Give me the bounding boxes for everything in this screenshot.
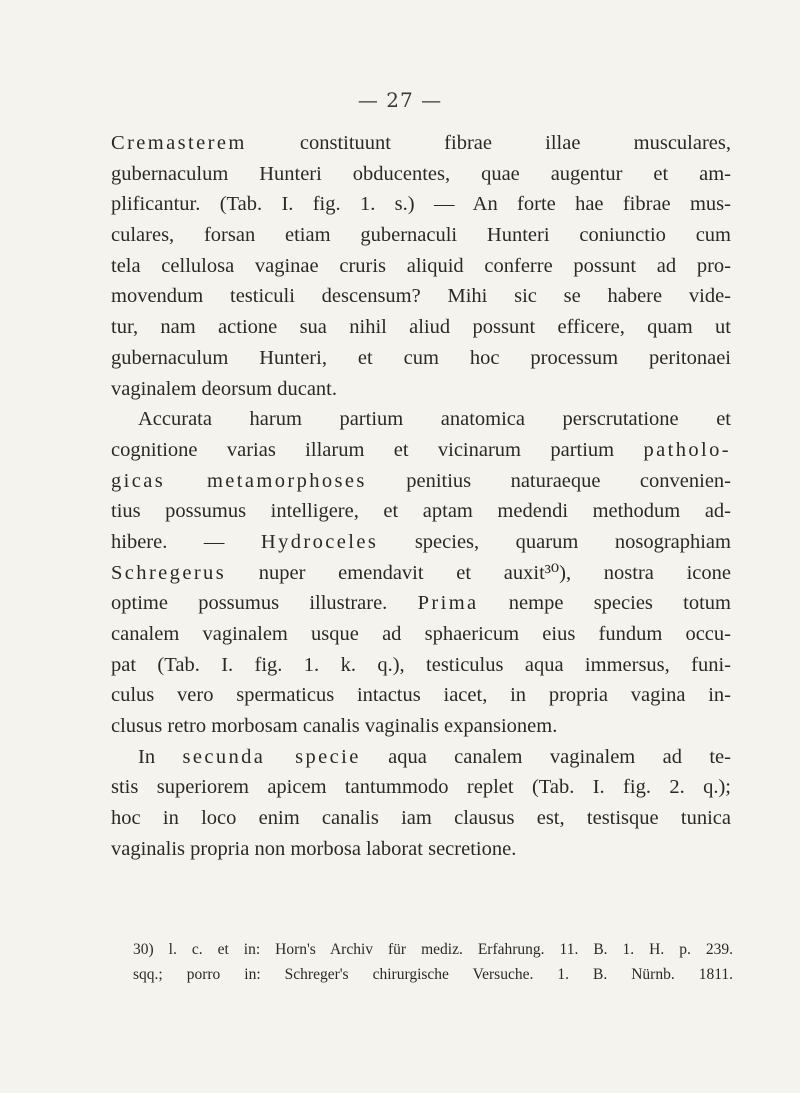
- text-run: aqua canalem vaginalem ad te-: [360, 745, 731, 768]
- text-line: [111, 496, 731, 527]
- text-run: plificantur. (Tab. I. fig. 1. s.) — An forte hae fibrae mus-: [111, 193, 731, 216]
- text-line: [111, 619, 731, 650]
- text-run: species, quarum nosographiam: [378, 530, 731, 553]
- text-line: [111, 251, 731, 282]
- text-line: [111, 558, 731, 589]
- text-run: nuper emendavit et auxit³⁰), nostra icone: [226, 561, 731, 584]
- emphasized-term: Prima: [417, 592, 479, 615]
- text-run: hibere. —: [111, 530, 261, 553]
- emphasized-term: Cremasterem: [111, 132, 247, 154]
- text-run: culus vero spermaticus intactus iacet, in propria vagina in-: [111, 684, 731, 707]
- text-line: [111, 343, 731, 374]
- text-run: tur, nam actione sua nihil aliud possunt efficere, quam ut: [111, 316, 731, 339]
- text-run: clusus retro morbosam canalis vaginalis expansionem.: [111, 715, 558, 738]
- text-run: tela cellulosa vaginae cruris aliquid conferre possunt ad pro-: [111, 254, 731, 277]
- text-run: culares, forsan etiam gubernaculi Hunteri coniunctio cum: [111, 224, 731, 247]
- text-line: [111, 650, 731, 681]
- paragraph: [111, 404, 731, 742]
- text-run: penitius naturaeque convenien-: [366, 469, 731, 492]
- text-line: [111, 803, 731, 834]
- text-run: pat (Tab. I. fig. 1. k. q.), testiculus aqua immersus, funi-: [111, 653, 731, 676]
- body-text: [111, 128, 731, 865]
- emphasized-term: patholo-: [643, 438, 731, 461]
- text-run: Accurata harum partium anatomica perscrutatione et: [138, 408, 731, 431]
- text-line: [111, 466, 731, 497]
- footnote: [133, 937, 733, 987]
- text-line: [111, 281, 731, 312]
- text-run: In: [138, 745, 183, 768]
- text-run: vaginalis propria non morbosa laborat secretione.: [111, 837, 517, 860]
- text-line: [111, 159, 731, 190]
- emphasized-term: gicas metamorphoses: [111, 469, 367, 492]
- footnote-line: 30) l. c. et in: Horn's Archiv für mediz. Erfahrung. 11. B. 1. H. p. 239.: [133, 941, 733, 958]
- text-run: nempe species totum: [478, 592, 731, 615]
- emphasized-term: Hydroceles: [260, 530, 379, 553]
- text-line: [111, 772, 731, 803]
- text-run: cognitione varias illarum et vicinarum partium: [111, 438, 644, 461]
- text-line: [111, 128, 731, 159]
- paragraph: [111, 742, 731, 865]
- text-run: tius possumus intelligere, et aptam medendi methodum ad-: [111, 500, 731, 523]
- emphasized-term: Schregerus: [111, 561, 227, 584]
- footnotes: [133, 937, 733, 987]
- text-line: [111, 374, 731, 405]
- text-run: gubernaculum Hunteri, et cum hoc processum peritonaei: [111, 346, 731, 369]
- text-line: [111, 834, 731, 865]
- text-line: [111, 189, 731, 220]
- emphasized-term: secunda specie: [182, 745, 361, 768]
- text-run: gubernaculum Hunteri obducentes, quae augentur et am-: [111, 162, 731, 185]
- page-number: — 27 —: [357, 88, 443, 112]
- text-run: canalem vaginalem usque ad sphaericum eius fundum occu-: [111, 623, 731, 645]
- text-line: [111, 435, 731, 466]
- text-line: [111, 527, 731, 558]
- text-line: [111, 404, 731, 435]
- text-run: stis superiorem apicem tantummodo replet (Tab. I. fig. 2. q.);: [111, 776, 731, 799]
- text-line: [111, 711, 731, 742]
- text-line: [111, 588, 731, 619]
- paragraph: [111, 128, 731, 404]
- text-line: [111, 220, 731, 251]
- footnote-line: sqq.; porro in: Schreger's chirurgische Versuche. 1. B. Nürnb. 1811.: [133, 966, 733, 983]
- text-run: optime possumus illustrare.: [111, 592, 418, 615]
- text-line: [111, 312, 731, 343]
- text-run: constituunt fibrae illae musculares,: [246, 132, 731, 154]
- text-run: hoc in loco enim canalis iam clausus est, testisque tunica: [111, 807, 731, 830]
- text-line: [111, 742, 731, 773]
- text-run: vaginalem deorsum ducant.: [111, 377, 338, 400]
- text-run: movendum testiculi descensum? Mihi sic se habere vide-: [111, 285, 731, 308]
- text-line: [111, 680, 731, 711]
